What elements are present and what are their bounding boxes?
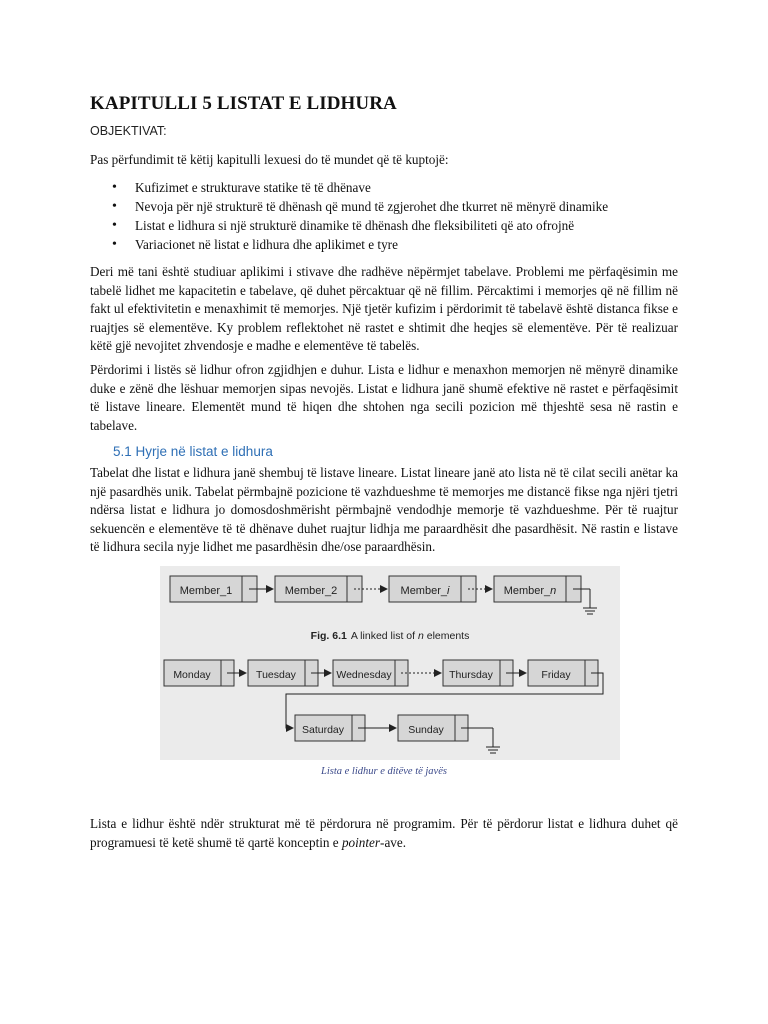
linked-list-diagram bbox=[160, 566, 620, 760]
node-monday bbox=[164, 660, 234, 686]
paragraph-text: Lista e lidhur është ndër strukturat më të përdorura në programim. Për të përdorur listat e lidhura duhet që programuesi të ketë shumë të qartë konceptin e bbox=[90, 816, 678, 850]
paragraph-linked-list-usage: Përdorimi i listës së lidhur ofron zgjidhjen e duhur. Lista e lidhur e menaxhon memorjen në mënyrë dinamike duke e zënë dhe lëshuar memorjen sipas nevojës. Listat e lidhura janë shumë efektive në rastet e përfaqësimit të listave lineare. Elementët mund të hiqen dhe shtohen nga secili pozicion më thjeshtë sesa në rastin e tabelave. bbox=[90, 362, 678, 433]
svg-text:Sunday: Sunday bbox=[408, 724, 444, 736]
svg-text:Saturday: Saturday bbox=[301, 724, 345, 736]
svg-text:Monday: Monday bbox=[173, 669, 211, 681]
list-item: • Listat e lidhura si një strukturë dinamike të dhënash dhe fleksibiliteti që ato ofrojnë bbox=[90, 216, 690, 235]
figure-label: Fig. 6.1 A linked list of n elements bbox=[310, 630, 470, 642]
svg-text:Wednesday: Wednesday bbox=[336, 669, 392, 681]
list-item: • Nevoja për një strukturë të dhënash që mund të zgjerohet dhe tkurret në mënyrë dinamike bbox=[90, 197, 690, 216]
node-sunday bbox=[398, 715, 468, 741]
node-tuesday bbox=[248, 660, 318, 686]
node-member-i bbox=[389, 576, 476, 602]
list-item: • Kufizimet e strukturave statike të të dhënave bbox=[90, 178, 690, 197]
svg-text:Thursday: Thursday bbox=[449, 669, 493, 681]
figure-caption: Lista e lidhur e ditëve të javës bbox=[321, 766, 447, 777]
intro-sentence: Pas përfundimit të këtij kapitulli lexuesi do të mundet që të kuptojë: bbox=[90, 152, 449, 167]
node-friday bbox=[528, 660, 598, 686]
svg-text:Friday: Friday bbox=[541, 669, 571, 681]
paragraph-pointers bbox=[90, 815, 678, 852]
list-item: • Variacionet në listat e lidhura dhe aplikimet e tyre bbox=[90, 235, 690, 254]
node-member-2 bbox=[275, 576, 362, 602]
section-heading: 5.1 Hyrje në listat e lidhura bbox=[113, 444, 273, 459]
svg-text:Tuesday: Tuesday bbox=[256, 669, 296, 681]
chapter-title: KAPITULLI 5 LISTAT E LIDHURA bbox=[90, 93, 397, 114]
linked-list-figure bbox=[160, 566, 620, 760]
emphasis-pointer: pointer bbox=[341, 834, 381, 850]
svg-text:Member_n: Member_n bbox=[503, 585, 557, 597]
paragraph-tables: Deri më tani është studiuar aplikimi i stivave dhe radhëve nëpërmjet tabelave. Problemi me përfaqësimin me tabelë lidhet me kapacitetin e tabelave, që duhet përcaktuar që në fillim. Përcaktimi i memorjes që në fillim në fakt ul efektivitetin e menaxhimit të memorjes. Një tjetër kufizim i përdorimit të tabelavë është distanca fikse e ruajtjes së elementëve. Ky problem reflektohet në rastet e shtimit dhe heqjes së elementëve. Për të realizuar këtë gjë nevojitet zhvendosje e madhe e elementëve të tabelës. bbox=[90, 264, 678, 354]
node-wednesday bbox=[333, 660, 408, 686]
node-member-n bbox=[494, 576, 581, 602]
objectives-label: OBJEKTIVAT: bbox=[90, 124, 167, 138]
paragraph-introduction: Tabelat dhe listat e lidhura janë shembuj të listave lineare. Listat lineare janë ato lista në të cilat secili anëtar ka një pasardhës unik. Tabelat përmbajnë pozicione të vazhdueshme të memorjes me distancë fikse nga njëri tjetri ndërsa listat e lidhura jo domosdoshmërisht përmbajnë vendodhje memorje të vazhdueshme. Për të ruajtur sekuencën e elementëve të të dhënave duhet ruajtur lidhja me paraardhësit dhe pasardhësit. Në rastin e listave të lidhura secila nyje lidhet me pasardhësin dhe/ose paraardhësin. bbox=[90, 465, 678, 555]
node-member-1 bbox=[170, 576, 257, 602]
node-saturday bbox=[295, 715, 365, 741]
svg-text:Member_1: Member_1 bbox=[179, 585, 233, 597]
objectives-list bbox=[90, 178, 690, 254]
svg-text:Member_i: Member_i bbox=[400, 585, 450, 597]
svg-text:Member_2: Member_2 bbox=[284, 585, 338, 597]
paragraph-text-end: -ave. bbox=[380, 834, 407, 850]
node-thursday bbox=[443, 660, 513, 686]
